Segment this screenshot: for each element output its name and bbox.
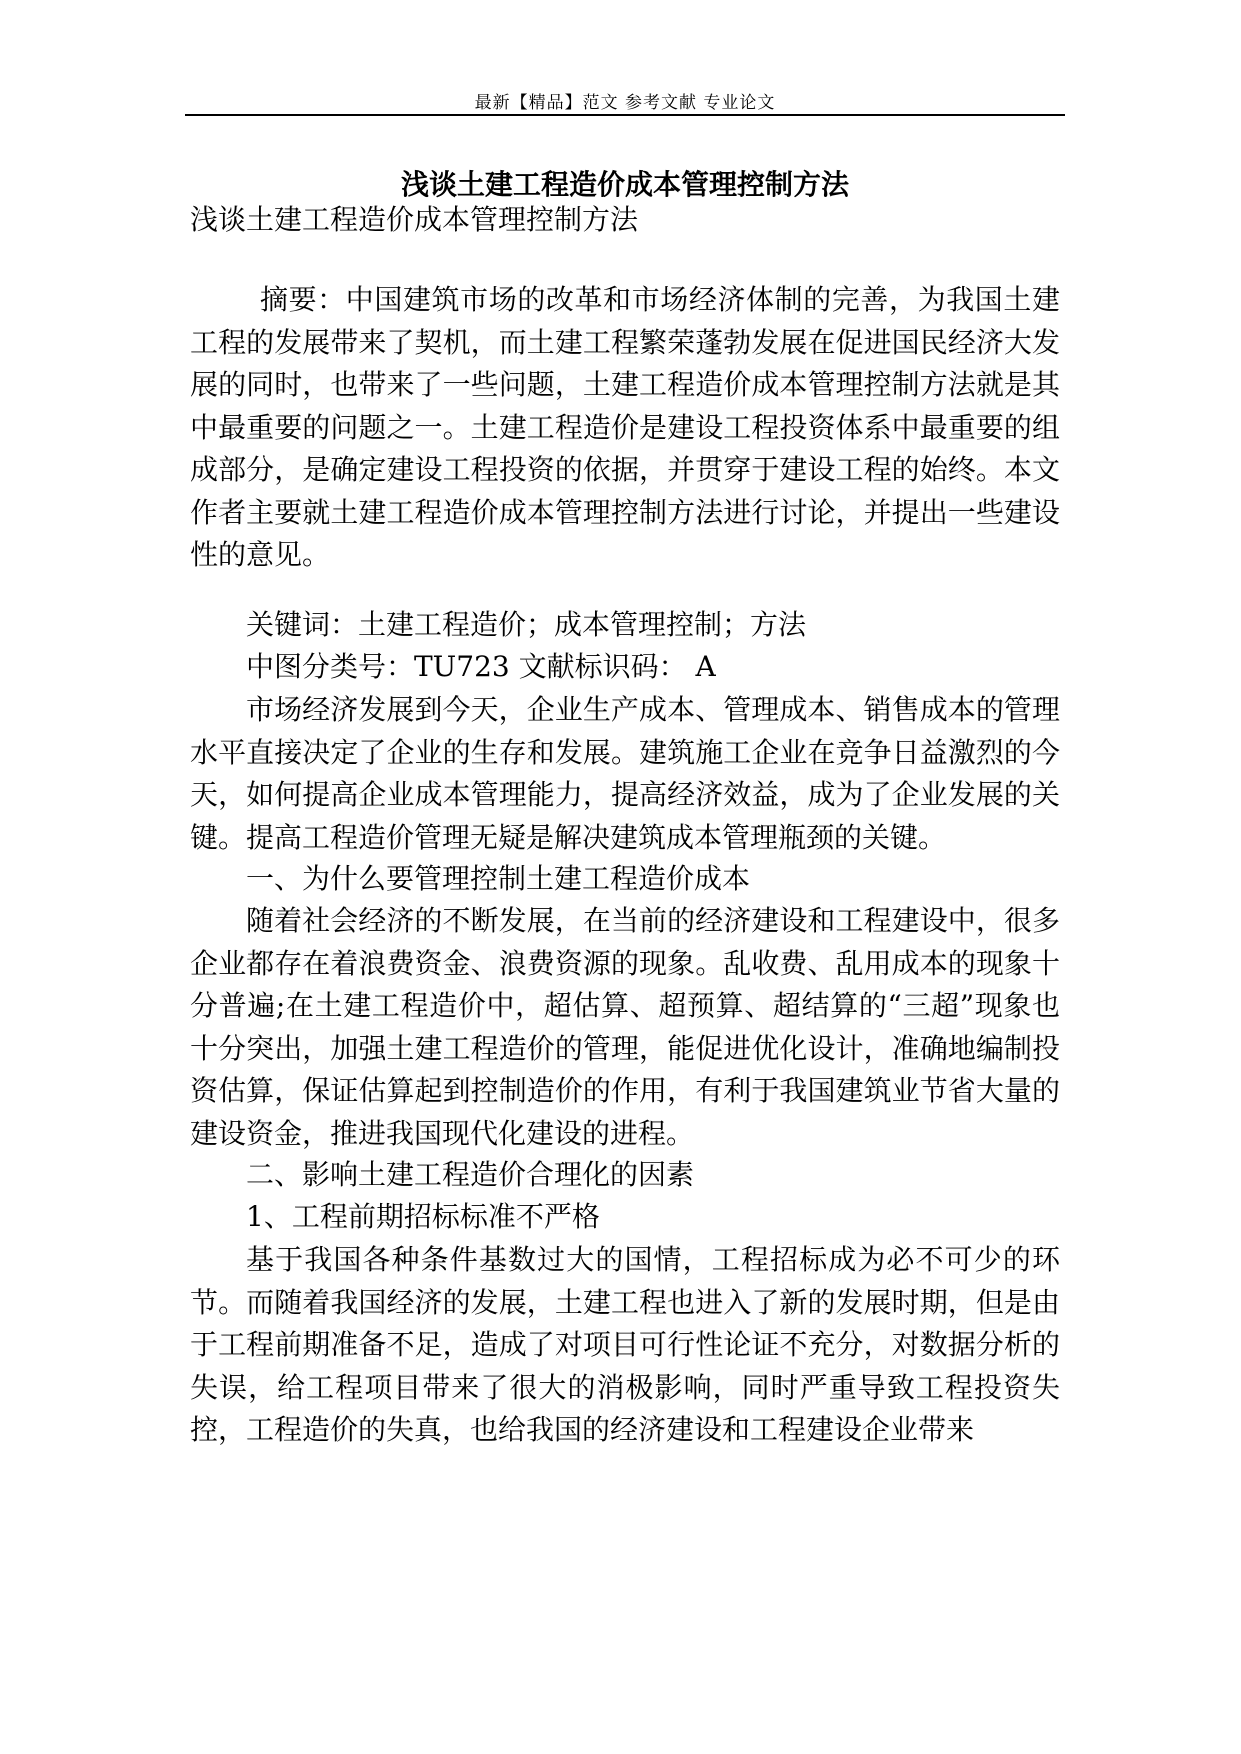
abstract-paragraph: 摘要：中国建筑市场的改革和市场经济体制的完善，为我国土建工程的发展带来了契机，而土建工程繁荣蓬勃发展在促进国民经济大发展的同时，也带来了一些问题，土建工程造价成本管理控制方法就是其中最重要的问题之一。土建工程造价是建设工程投资体系中最重要的组成部分，是确定建设工程投资的依据，并贯穿于建设工程的始终。本文作者主要就土建工程造价成本管理控制方法进行讨论，并提出一些建设性的意见。 xyxy=(190,283,1060,571)
document-title: 浅谈土建工程造价成本管理控制方法 xyxy=(400,168,849,201)
header-divider xyxy=(185,114,1065,116)
document-subtitle: 浅谈土建工程造价成本管理控制方法 xyxy=(190,203,639,236)
body-paragraph: 基于我国各种条件基数过大的国情，工程招标成为必不可少的环节。而随着我国经济的发展，土建工程也进入了新的发展时期，但是由于工程前期准备不足，造成了对项目可行性论证不充分，对数据分析的失误，给工程项目带来了很大的消极影响，同时严重导致工程投资失控，工程造价的失真，也给我国的经济建设和工程建设企业带来 xyxy=(190,1243,1060,1446)
body-paragraph: 市场经济发展到今天，企业生产成本、管理成本、销售成本的管理水平直接决定了企业的生存和发展。建筑施工企业在竞争日益激烈的今天，如何提高企业成本管理能力，提高经济效益，成为了企业发展的关键。提高工程造价管理无疑是解决建筑成本管理瓶颈的关键。 xyxy=(190,693,1060,854)
keywords-line: 关键词：土建工程造价；成本管理控制；方法 xyxy=(246,608,807,641)
classification-line: 中图分类号：TU723 文献标识码： A xyxy=(246,650,716,683)
section-heading: 一、为什么要管理控制土建工程造价成本 xyxy=(246,862,751,895)
section-heading: 二、影响土建工程造价合理化的因素 xyxy=(246,1158,695,1191)
subsection-heading: 1、工程前期招标标准不严格 xyxy=(246,1200,600,1233)
body-paragraph: 随着社会经济的不断发展，在当前的经济建设和工程建设中，很多企业都存在着浪费资金、浪费资源的现象。乱收费、乱用成本的现象十分普遍;在土建工程造价中，超估算、超预算、超结算的“三超”现象也十分突出，加强土建工程造价的管理，能促进优化设计，准确地编制投资估算，保证估算起到控制造价的作用，有利于我国建筑业节省大量的建设资金，推进我国现代化建设的进程。 xyxy=(190,904,1060,1150)
page-header: 最新【精品】范文 参考文献 专业论文 xyxy=(474,93,776,113)
